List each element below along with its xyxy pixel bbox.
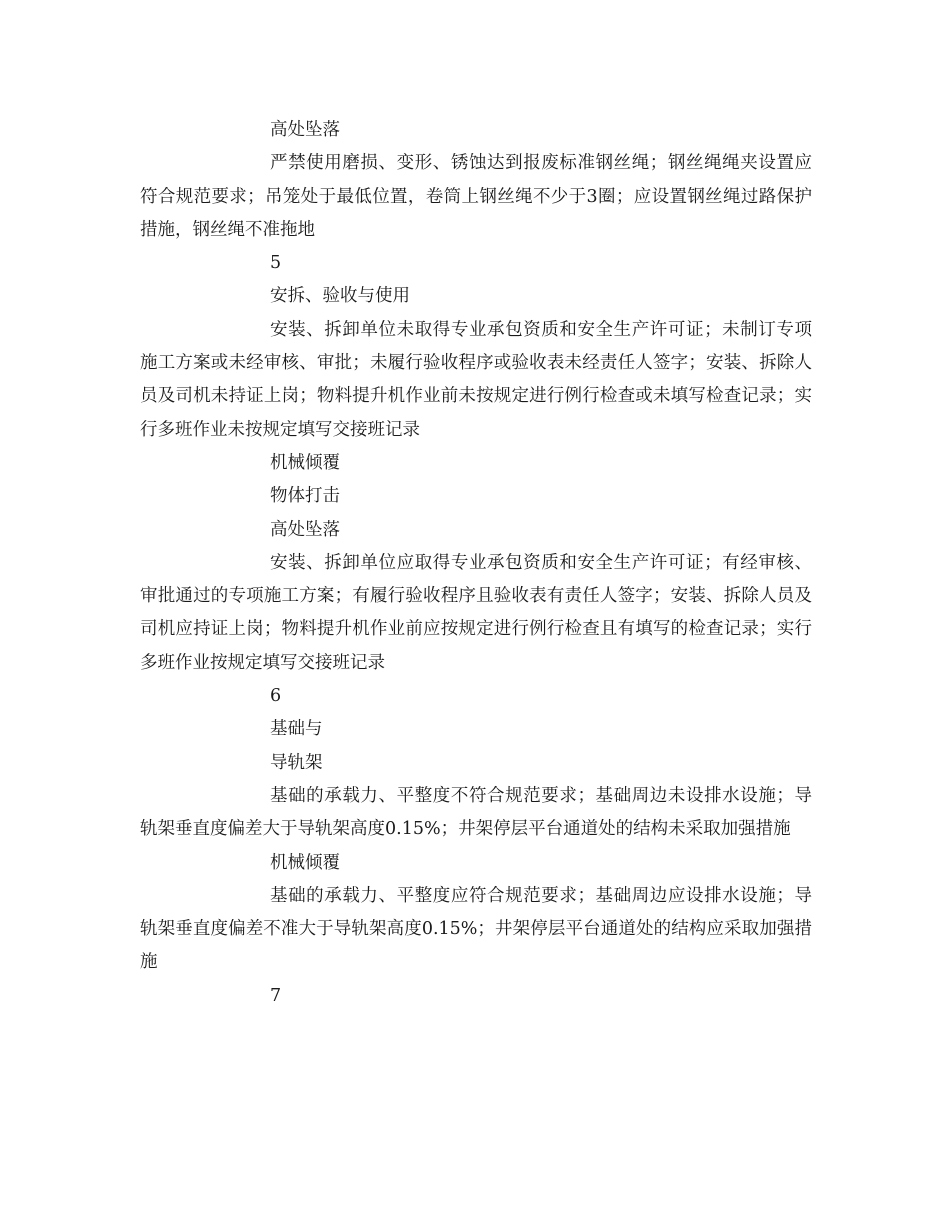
text-paragraph: 严禁使用磨损、变形、锈蚀达到报废标准钢丝绳；钢丝绳绳夹设置应符合规范要求；吊笼处于最低位置，卷筒上钢丝绳不少于3圈；应设置钢丝绳过路保护措施，钢丝绳不准拖地 [140, 153, 812, 240]
text-paragraph: 基础的承载力、平整度不符合规范要求；基础周边未设排水设施；导轨架垂直度偏差大于导轨架高度0.15%；井架停层平台通道处的结构未采取加强措施 [140, 785, 812, 840]
text-paragraph: 高处坠落 [270, 519, 340, 540]
section-heading: 导轨架 [270, 752, 323, 773]
text-paragraph: 高处坠落 [270, 120, 340, 140]
text-paragraph: 机械倾覆 [270, 852, 340, 873]
section-heading: 基础与 [270, 719, 323, 740]
item-number: 5 [270, 253, 282, 274]
item-number: 6 [270, 686, 282, 707]
section-heading: 安拆、验收与使用 [270, 286, 410, 307]
text-paragraph: 安装、拆卸单位未取得专业承包资质和安全生产许可证；未制订专项施工方案或未经审核、审批；未履行验收程序或验收表未经责任人签字；安装、拆除人员及司机未持证上岗；物料提升机作业前未按规定进行例行检查或未填写检查记录；实行多班作业未按规定填写交接班记录 [140, 319, 812, 440]
text-paragraph: 安装、拆卸单位应取得专业承包资质和安全生产许可证；有经审核、审批通过的专项施工方案；有履行验收程序且验收表有责任人签字；安装、拆除人员及司机应持证上岗；物料提升机作业前应按规定进行例行检查且有填写的检查记录；实行多班作业按规定填写交接班记录 [140, 552, 812, 673]
document-body [140, 114, 812, 1013]
item-number: 7 [270, 985, 282, 1006]
text-paragraph: 基础的承载力、平整度应符合规范要求；基础周边应设排水设施；导轨架垂直度偏差不准大于导轨架高度0.15%；井架停层平台通道处的结构应采取加强措施 [140, 885, 812, 973]
text-paragraph: 物体打击 [270, 486, 340, 507]
text-paragraph: 机械倾覆 [270, 452, 340, 473]
